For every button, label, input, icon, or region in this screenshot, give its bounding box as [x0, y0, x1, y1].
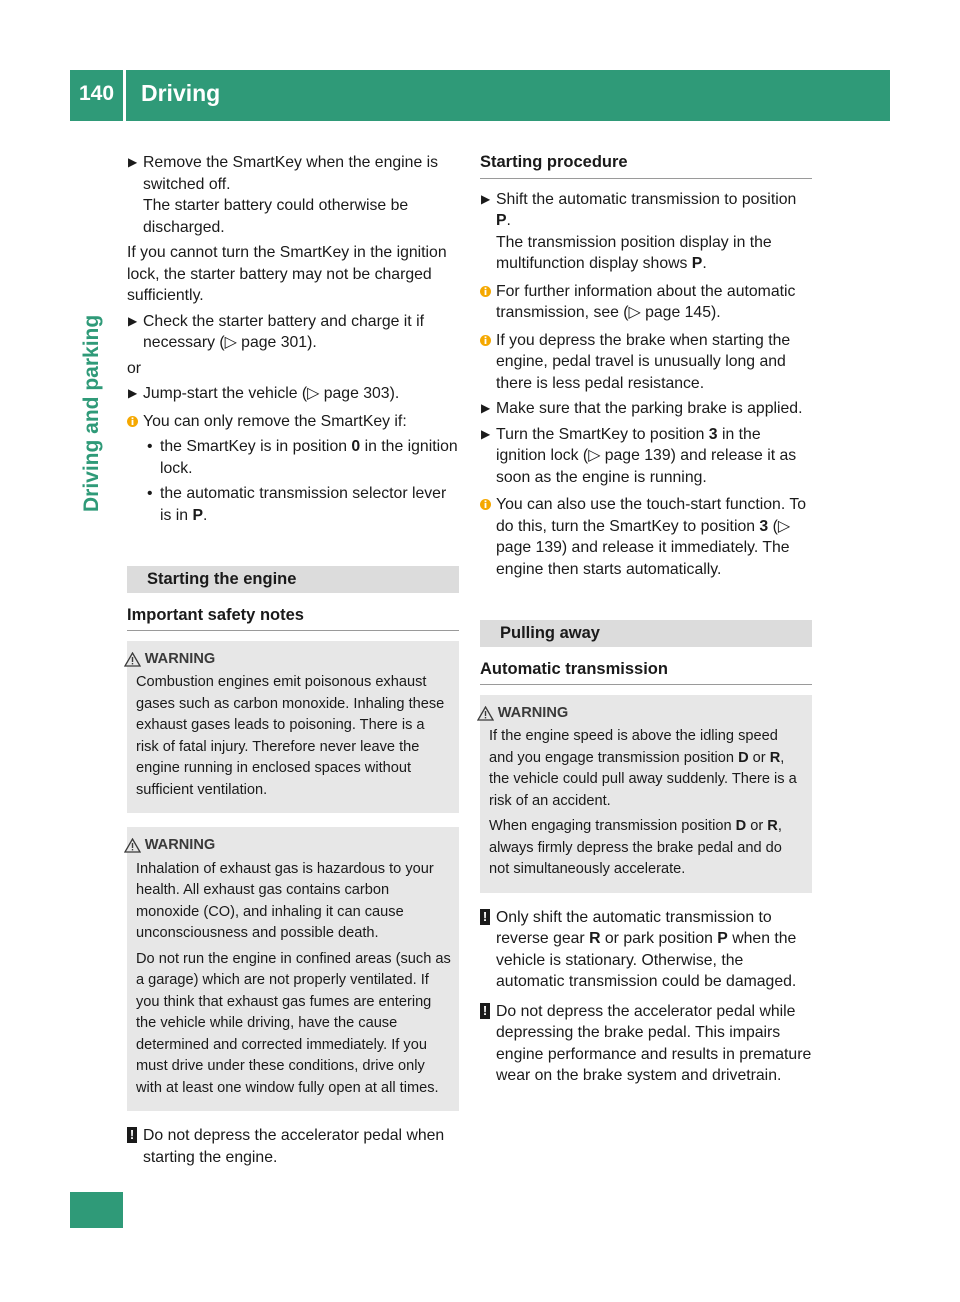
- paragraph: If you cannot turn the SmartKey in the ignition lock, the starter battery may not be charged sufficiently.: [127, 244, 447, 304]
- warning-title: WARNING: [241, 703, 804, 725]
- side-tab-marker: [70, 1192, 123, 1228]
- instruction-step: ▶ Shift the automatic transmission to position P. The transmission position display in the multifunction display shows P.: [481, 190, 797, 272]
- bullet-item: • the automatic transmission selector lever is in P.: [147, 485, 447, 524]
- heading-starting-procedure: Starting procedure: [480, 152, 812, 179]
- instruction-step: ▶ Turn the SmartKey to position 3 in the ignition lock (▷ page 139) and release it as soon as the engine is running.: [481, 425, 797, 486]
- info-icon: [127, 414, 138, 429]
- warning-triangle-icon: [124, 838, 141, 853]
- caution-note: ! Only shift the automatic transmission to reverse gear R or park position P when the vehicle is stationary. Otherwise, the automatic transmission could be damaged.: [480, 907, 812, 993]
- info-note: You can only remove the SmartKey if:: [127, 411, 459, 433]
- caution-note: ! Do not depress the accelerator pedal when starting the engine.: [127, 1125, 459, 1168]
- chapter-title: Driving: [141, 80, 221, 106]
- info-note: If you depress the brake when starting the engine, pedal travel is unusually long and there is less pedal resistance.: [480, 330, 812, 395]
- arrow-right-icon: ▶: [128, 313, 138, 328]
- arrow-right-icon: ▶: [128, 155, 138, 169]
- info-icon: [480, 284, 491, 299]
- warning-box: WARNING Combustion engines emit poisonous exhaust gases such as carbon monoxide. Inhaling these exhaust gases leads to poisoning. There is a risk of fatal injury. Therefore never leave the engine running in enclosed spaces without sufficient ventilation.: [127, 641, 459, 814]
- instruction-step: ▶ Remove the SmartKey when the engine is switched off. The starter battery could otherwise be discharged.: [128, 154, 439, 236]
- section-title: Pulling away: [480, 620, 812, 647]
- exclamation-icon: !: [480, 1003, 490, 1019]
- warning-box: WARNING Inhalation of exhaust gas is hazardous to your health. All exhaust gas contains carbon monoxide (CO), and inhaling it can cause unconsciousness and possible death. Do not run the engine in confined areas (such as a garage) which are not properly ventilated. If you think that exhaust gas fumes are entering the vehicle while driving, have the cause determined and corrected immediately. If you must drive under these conditions, drive only with at least one window fully open at all times.: [127, 827, 459, 1111]
- warning-triangle-icon: [477, 706, 494, 721]
- instruction-step: ▶ Make sure that the parking brake is applied.: [480, 398, 812, 420]
- exclamation-icon: !: [480, 909, 490, 925]
- instruction-step: ▶ Jump-start the vehicle (▷ page 303).: [127, 383, 459, 405]
- info-note: For further information about the automatic transmission, see (▷ page 145).: [480, 281, 812, 324]
- caution-note: ! Do not depress the accelerator pedal while depressing the brake pedal. This impairs engine performance and results in premature wear on the brake system and drivetrain.: [480, 1001, 812, 1087]
- left-column: [127, 152, 459, 1172]
- arrow-right-icon: ▶: [128, 386, 138, 400]
- info-icon: [480, 333, 491, 348]
- arrow-right-icon: ▶: [481, 191, 491, 206]
- right-column: [480, 152, 812, 1091]
- warning-box: WARNING If the engine speed is above the idling speed and you engage transmission position D or R, the vehicle could pull away suddenly. There is a risk of an accident. When engaging transmission position D or R, always firmly depress the brake pedal and do not simultaneously accelerate.: [480, 695, 812, 893]
- info-icon: [480, 497, 491, 512]
- bullet-item: • the SmartKey is in position 0 in the ignition lock.: [147, 438, 458, 477]
- subsection-title: Automatic transmission: [480, 659, 812, 685]
- page-number: 140: [78, 82, 115, 105]
- instruction-step: ▶ Check the starter battery and charge it if necessary (▷ page 301).: [128, 312, 424, 351]
- bullet-dot: •: [147, 485, 153, 502]
- warning-triangle-icon: [124, 652, 141, 667]
- header-separator: [123, 70, 126, 121]
- exclamation-icon: !: [127, 1127, 137, 1143]
- info-note: You can also use the touch-start function. To do this, turn the SmartKey to position 3 (▷ page 139) and release it immediately. The engine then starts automatically.: [480, 494, 812, 580]
- arrow-right-icon: ▶: [481, 401, 491, 415]
- arrow-right-icon: ▶: [481, 426, 491, 441]
- warning-title: WARNING: [0, 649, 451, 671]
- subsection-title: Important safety notes: [127, 605, 459, 631]
- or-text: or: [127, 359, 142, 377]
- side-tab-title: Driving and parking: [80, 314, 103, 512]
- warning-title: WARNING: [0, 835, 451, 857]
- section-title: Starting the engine: [127, 566, 459, 593]
- bullet-dot: •: [147, 438, 153, 455]
